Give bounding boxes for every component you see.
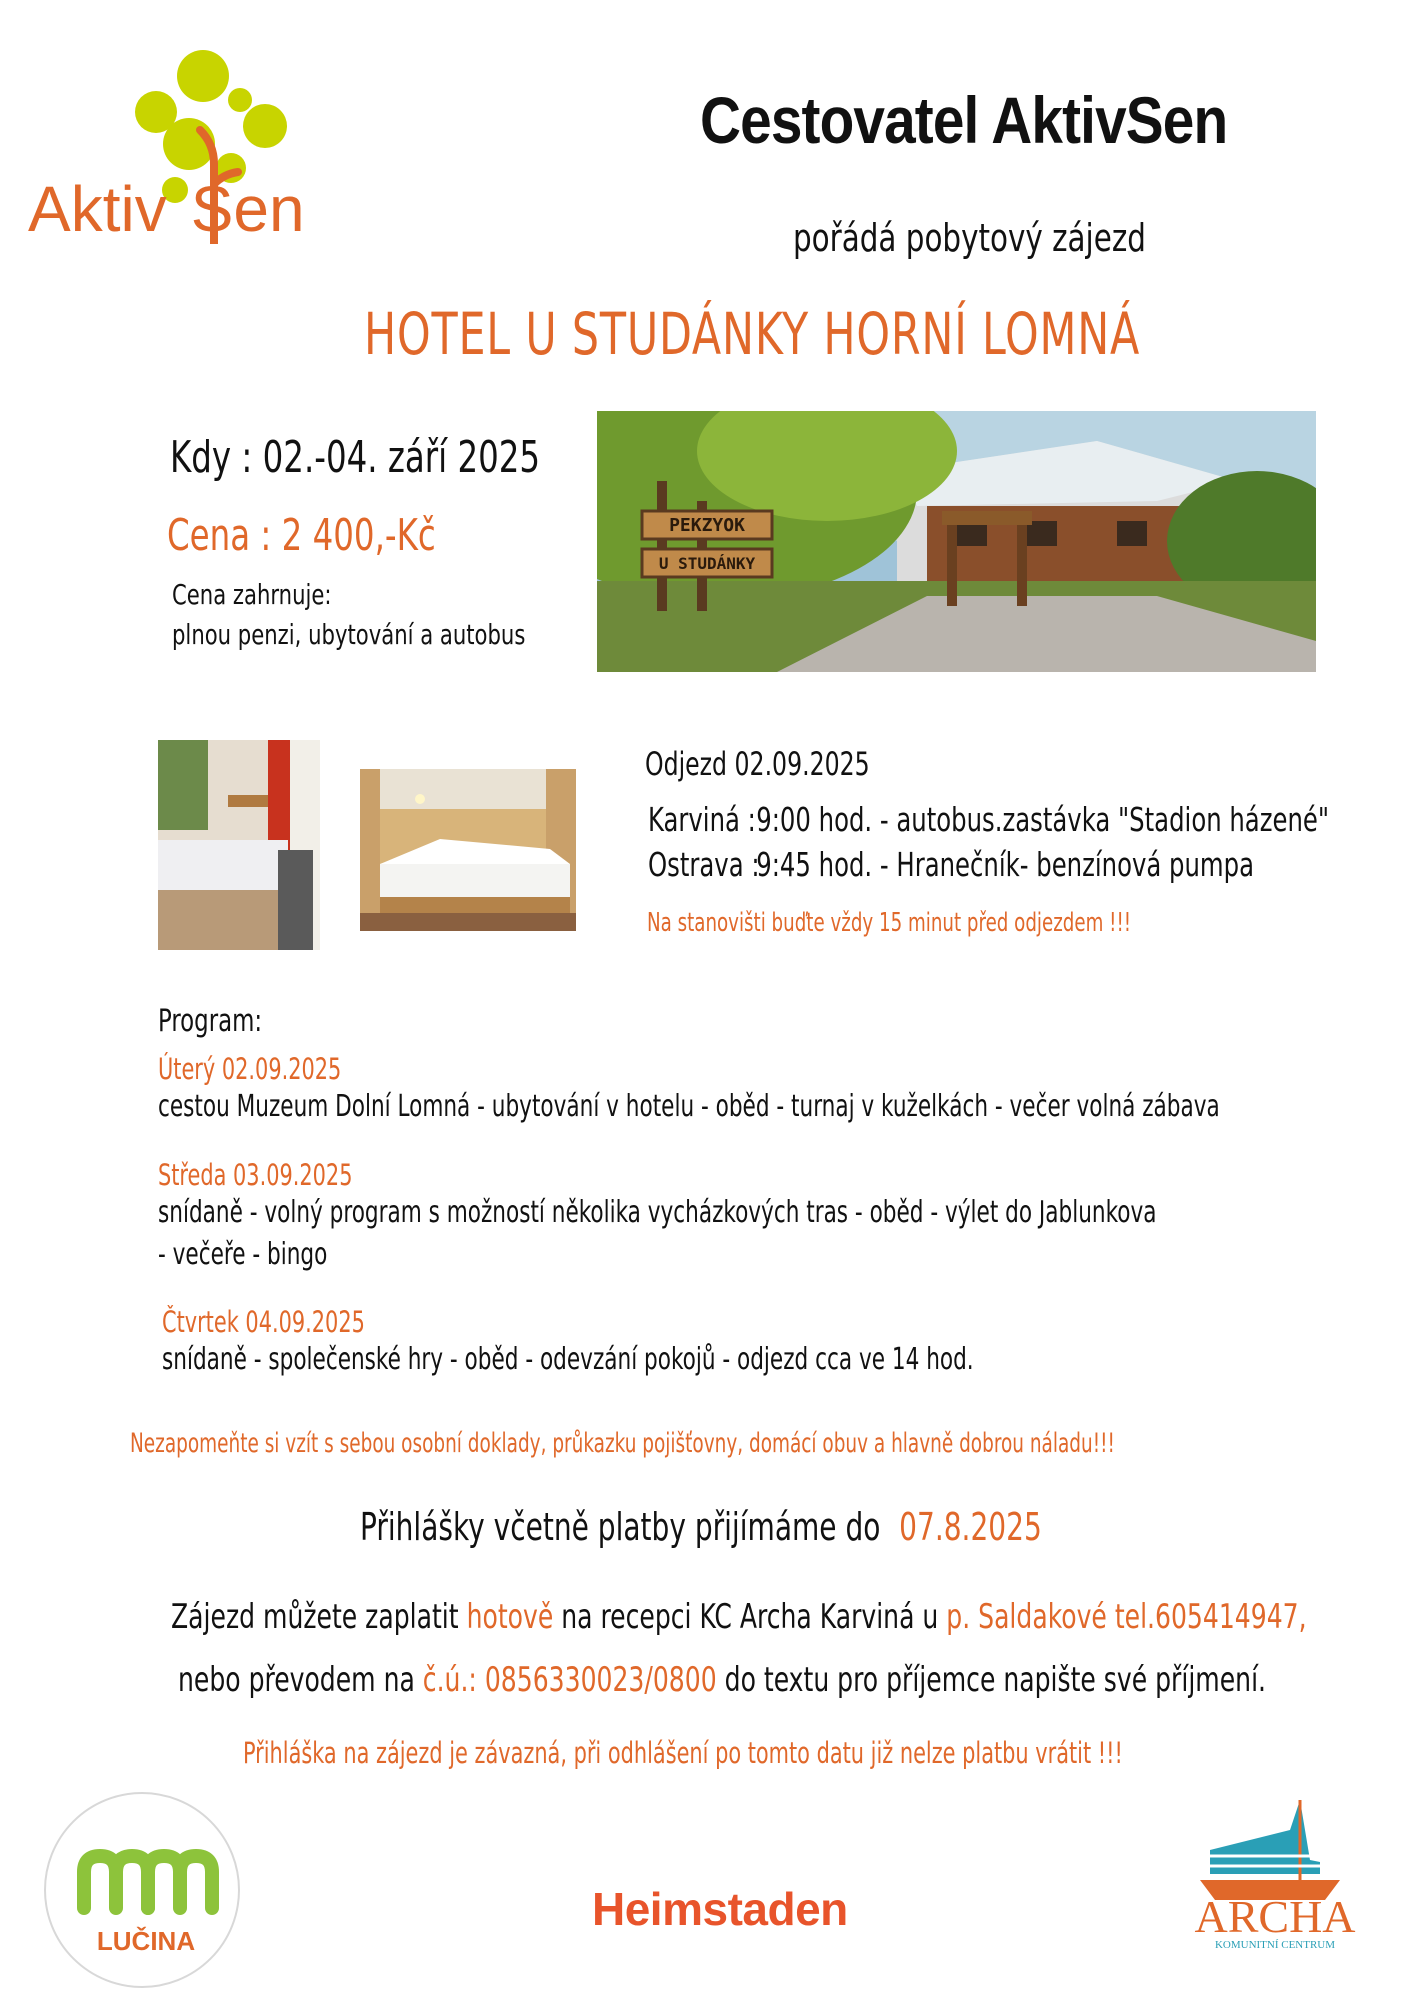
price-includes-label: Cena zahrnuje: — [172, 578, 332, 611]
archa-logo — [1170, 1790, 1380, 1950]
program-day-text: cestou Muzeum Dolní Lomná - ubytování v hotelu - oběd - turnaj v kuželkách - večer volná zábava — [158, 1089, 1220, 1124]
program-day-text: - večeře - bingo — [158, 1237, 328, 1272]
payment-contact: p. Saldakové tel.605414947, — [946, 1597, 1307, 1637]
payment-line-1 — [171, 1597, 1307, 1637]
program-day-text: snídaně - společenské hry - oběd - odevzání pokojů - odjezd cca ve 14 hod. — [162, 1342, 974, 1377]
registration-deadline — [360, 1505, 1042, 1549]
archa-subtext: KOMUNITNÍ CENTRUM — [1214, 1939, 1336, 1950]
sign-line-2: U STUDÁNKY — [658, 554, 756, 573]
logo-text-sen: Sen — [190, 173, 305, 245]
registration-text: Přihlášky včetně platby přijímáme do — [360, 1505, 890, 1549]
payment-text: na recepci KC Archa Karviná u — [553, 1597, 947, 1637]
lucina-logo — [42, 1790, 242, 1990]
departure-note: Na stanovišti buďte vždy 15 minut před odjezdem !!! — [647, 908, 1132, 938]
logo-text-aktiv: Aktiv — [28, 173, 167, 245]
page-title: Cestovatel AktivSen — [700, 83, 1228, 157]
hotel-name: HOTEL U STUDÁNKY HORNÍ LOMNÁ — [364, 300, 1141, 368]
lucina-text: LUČINA — [96, 1926, 196, 1956]
payment-text: do textu pro příjemce napište své příjmení. — [716, 1660, 1266, 1700]
departure-row-ostrava — [648, 845, 1254, 884]
reminder-note: Nezapomeňte si vzít s sebou osobní doklady, průkazku pojišťovny, domácí obuv a hlavně dobrou náladu!!! — [130, 1428, 1115, 1459]
payment-account: č.ú.: 0856330023/0800 — [422, 1660, 717, 1700]
payment-text: nebo převodem na — [178, 1660, 423, 1700]
hotel-exterior-photo — [597, 411, 1316, 672]
program-day-title: Středa 03.09.2025 — [158, 1158, 353, 1192]
program-day-text: snídaně - volný program s možností několika vycházkových tras - oběd - výlet do Jablunkova — [158, 1195, 1157, 1230]
price-includes-items: plnou penzi, ubytování a autobus — [172, 618, 526, 651]
trip-price: Cena : 2 400,-Kč — [167, 510, 436, 561]
program-day-title: Úterý 02.09.2025 — [158, 1052, 342, 1086]
program-heading: Program: — [158, 1003, 263, 1039]
registration-date: 07.8.2025 — [899, 1505, 1042, 1549]
departure-city: Karviná : — [648, 800, 756, 839]
payment-cash: hotově — [466, 1597, 554, 1637]
departure-detail: 9:00 hod. - autobus.zastávka "Stadion házené" — [756, 800, 1330, 839]
program-day-1 — [158, 1052, 1220, 1128]
aktivsen-logo — [28, 44, 368, 244]
heimstaden-logo: Heimstaden — [592, 1883, 848, 1935]
program-day-title: Čtvrtek 04.09.2025 — [162, 1305, 365, 1339]
departure-title: Odjezd 02.09.2025 — [645, 745, 870, 783]
room-photo-single — [158, 740, 320, 950]
program-day-2 — [158, 1158, 1156, 1276]
departure-row-karvina — [648, 800, 1329, 839]
binding-note: Přihláška na zájezd je závazná, při odhlášení po tomto datu již nelze platbu vrátit !!! — [243, 1736, 1123, 1770]
archa-text: ARCHA — [1194, 1891, 1356, 1942]
payment-text: Zájezd můžete zaplatit — [171, 1597, 467, 1637]
program-day-3 — [162, 1305, 974, 1381]
payment-line-2 — [178, 1660, 1266, 1700]
trip-date: Kdy : 02.-04. září 2025 — [170, 432, 541, 483]
sign-line-1: PEKZYOK — [669, 515, 745, 536]
departure-city: Ostrava : — [648, 845, 760, 884]
room-photo-double — [360, 769, 576, 931]
page-subtitle: pořádá pobytový zájezd — [793, 216, 1146, 260]
departure-detail: 9:45 hod. - Hranečník- benzínová pumpa — [756, 845, 1255, 884]
